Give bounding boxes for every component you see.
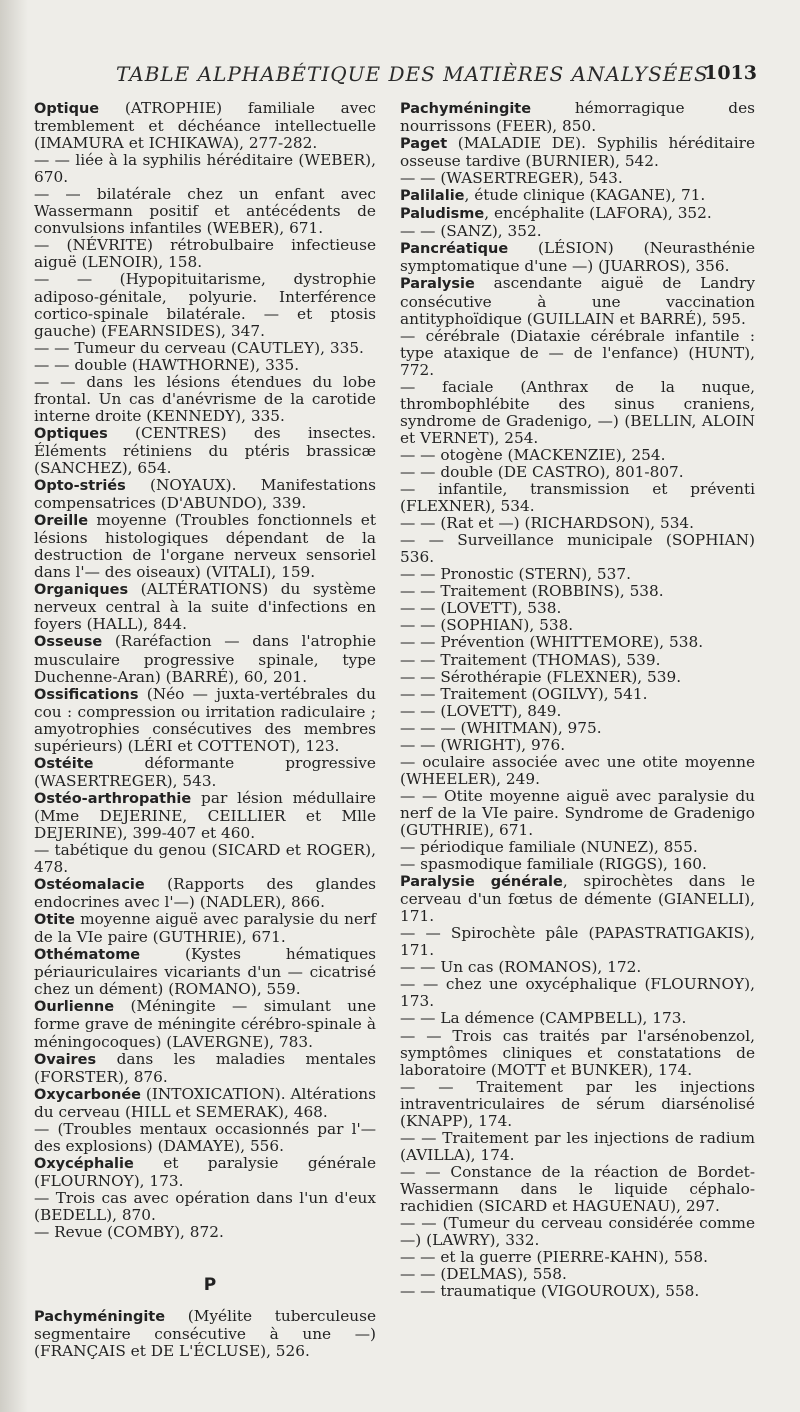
index-entry — [34, 755, 376, 790]
entry-headword: Optique — [34, 101, 100, 117]
entry-headword: Opto-striés — [34, 478, 126, 495]
entry-text: — — Pronostic (STERN), 537. — [400, 565, 631, 584]
index-entry — [34, 512, 376, 581]
entry-text: (CENTRES) des insectes. Éléments rétiniens du ptéris brassicæ (SANCHEZ), 654. — [34, 423, 376, 477]
index-entry — [400, 240, 755, 275]
left-entry-list — [34, 100, 376, 1241]
entry-text: — spasmodique familiale (RIGGS), 160. — [400, 855, 707, 874]
entry-text: — — (LOVETT), 849. — [400, 701, 562, 720]
index-entry — [400, 100, 755, 135]
entry-text: (ATROPHIE) familiale avec tremblement et déchéance intellectuelle (IMAMURA et ICHIKAWA), 277-282. — [34, 99, 376, 153]
entry-text: — — (WASERTREGER), 543. — [400, 169, 623, 188]
left-column — [34, 100, 376, 1360]
index-entry — [34, 876, 376, 911]
entry-text: par lésion médullaire (Mme DEJERINE, CEILLIER et Mlle DEJERINE), 399-407 et 460. — [34, 788, 376, 842]
index-entry — [400, 669, 755, 686]
page-number: 1013 — [704, 62, 757, 84]
index-entry — [400, 1079, 755, 1130]
index-entry — [400, 447, 755, 464]
entry-headword: Paralysie — [400, 276, 475, 293]
entry-headword: Ovaires — [34, 1051, 97, 1068]
index-entry — [34, 790, 376, 842]
index-entry — [400, 223, 755, 240]
entry-text: — périodique familiale (NUNEZ), 855. — [400, 838, 698, 857]
entry-text: , spirochètes dans le cerveau d'un fœtus de démente (GIANELLI), 171. — [400, 872, 755, 926]
index-entry — [400, 1164, 755, 1215]
entry-text: (INTOXICATION). Altérations du cerveau (HILL et SEMERAK), 468. — [34, 1084, 376, 1121]
entry-text: — (NÉVRITE) rétrobulbaire infectieuse aiguë (LENOIR), 158. — [34, 236, 376, 272]
index-entry — [34, 1086, 376, 1121]
entry-text: — — Trois cas traités par l'arsénobenzol, symptômes cliniques et constatations de laboratoire (MOTT et BUNKER), 174. — [400, 1026, 755, 1079]
entry-text: — — Prévention (WHITTEMORE), 538. — [400, 633, 704, 652]
entry-text: — — Un cas (ROMANOS), 172. — [400, 958, 642, 977]
entry-text: , étude clinique (KAGANE), 71. — [464, 186, 706, 205]
index-entry — [400, 170, 755, 187]
index-entry — [400, 1010, 755, 1027]
index-entry — [34, 340, 376, 357]
index-entry — [400, 515, 755, 532]
entry-headword: Pachyméningite — [400, 101, 532, 117]
index-entry — [400, 754, 755, 788]
entry-text: (NOYAUX). Manifestations compensatrices (D'ABUNDO), 339. — [34, 476, 376, 513]
index-entry — [400, 532, 755, 566]
entry-text: — — Surveillance municipale (SOPHIAN) 536. — [400, 531, 755, 567]
index-entry — [400, 976, 755, 1010]
index-entry — [400, 1283, 755, 1300]
index-entry — [400, 135, 755, 170]
index-entry — [34, 581, 376, 633]
entry-text: (Rapports des glandes endocrines avec l'—) (NADLER), 866. — [34, 875, 376, 912]
index-entry — [400, 328, 755, 379]
entry-text: — — Constance de la réaction de Bordet-Wassermann dans le liquide céphalo-rachidien (SICARD et HAGUENAU), 297. — [400, 1162, 755, 1215]
entry-text: — faciale (Anthrax de la nuque, thrombophlébite des sinus craniens, syndrome de Gradenigo, —) (BELLIN, ALOIN et VERNET), 254. — [400, 377, 755, 447]
index-entry — [34, 357, 376, 374]
entry-text: (ALTÉRATIONS) du système nerveux central à la suite d'infections en foyers (HALL), 844. — [34, 580, 376, 634]
entry-text: (Néo — juxta-vertébrales du cou : compression ou irritation radiculaire ; amyotrophies consécutives des membres supérieurs) (LÉRI et COTTENOT), 123. — [34, 684, 376, 755]
index-entry — [400, 737, 755, 754]
page-edge-shadow — [0, 0, 28, 1412]
index-entry — [400, 925, 755, 959]
entry-text: — — Traitement par les injections de radium (AVILLA), 174. — [400, 1128, 755, 1164]
entry-text: — — chez une oxycéphalique (FLOURNOY), 173. — [400, 975, 755, 1011]
entry-text: — infantile, transmission et préventi (FLEXNER), 534. — [400, 480, 755, 516]
entry-text: — oculaire associée avec une otite moyenne (WHEELER), 249. — [400, 752, 755, 788]
page-header — [100, 62, 755, 92]
entry-text: — — (DELMAS), 558. — [400, 1265, 567, 1284]
entry-text: — — traumatique (VIGOUROUX), 558. — [400, 1282, 700, 1301]
entry-headword: Ostéite — [34, 755, 94, 772]
entry-text: , encéphalite (LAFORA), 352. — [484, 204, 712, 223]
entry-text: — — (SOPHIAN), 538. — [400, 616, 574, 635]
entry-text: moyenne aiguë avec paralysie du nerf de la VIe paire (GUTHRIE), 671. — [34, 910, 376, 947]
index-entry — [400, 1028, 755, 1079]
index-entry — [400, 1266, 755, 1283]
entry-text: ascendante aiguë de Landry consécutive à une vaccination antityphoïdique (GUILLAIN et BARRÉ), 595. — [400, 274, 755, 328]
entry-headword: Ostéomalacie — [34, 877, 145, 894]
entry-text: — — (Hypopituitarisme, dystrophie adiposo-génitale, polyurie. Interférence cortico-spinale bilatérale. — et ptosis gauche) (FEARNSIDES), 347. — [34, 270, 376, 340]
index-entry — [34, 425, 376, 477]
section-letter: P — [203, 1275, 217, 1296]
entry-headword: Ossifications — [34, 686, 139, 703]
entry-headword: Pachyméningite — [34, 1309, 166, 1326]
entry-text: — — (SANZ), 352. — [400, 222, 542, 241]
index-entry — [34, 1190, 376, 1224]
entry-text: — — (WRIGHT), 976. — [400, 735, 566, 754]
entry-text: (Myélite tuberculeuse segmentaire consécutive à une —) (FRANÇAIS et DE L'ÉCLUSE), 526. — [34, 1307, 376, 1361]
entry-headword: Paludisme — [400, 206, 485, 223]
index-entry — [34, 374, 376, 425]
entry-text: — — (LOVETT), 538. — [400, 599, 562, 618]
entry-text: déformante progressive (WASERTREGER), 543. — [34, 753, 376, 790]
index-entry — [34, 271, 376, 339]
entry-headword: Ostéo-arthropathie — [34, 790, 192, 807]
entry-text: hémorragique des nourrissons (FEER), 850. — [400, 99, 755, 136]
entry-text: — — liée à la syphilis héréditaire (WEBER), 670. — [34, 151, 376, 187]
entry-text: — — double (DE CASTRO), 801-807. — [400, 462, 684, 481]
entry-text: — — Spirochète pâle (PAPASTRATIGAKIS), 171. — [400, 924, 755, 960]
index-entry — [400, 686, 755, 703]
entry-text: — — Traitement (ROBBINS), 538. — [400, 582, 664, 601]
index-entry — [34, 842, 376, 876]
index-entry — [34, 477, 376, 512]
entry-headword: Palilalie — [400, 188, 465, 205]
index-entry — [400, 856, 755, 873]
entry-text: — — Traitement (OGILVY), 541. — [400, 684, 648, 703]
index-entry — [400, 1249, 755, 1266]
entry-text: — — (Rat et —) (RICHARDSON), 534. — [400, 514, 695, 533]
entry-text: — Revue (COMBY), 872. — [34, 1223, 224, 1242]
index-entry — [400, 788, 755, 839]
entry-text: — tabétique du genou (SICARD et ROGER), 478. — [34, 841, 376, 877]
index-entry — [34, 1051, 376, 1086]
entry-text: — — Traitement par les injections intraventriculaires de sérum diarsénolisé (KNAPP), 174. — [400, 1077, 755, 1130]
index-entry — [34, 911, 376, 946]
index-entry — [34, 1155, 376, 1190]
entry-text: — — — (WHITMAN), 975. — [400, 718, 602, 737]
entry-text: — Trois cas avec opération dans l'un d'eux (BEDELL), 870. — [34, 1188, 376, 1224]
entry-text: — — Otite moyenne aiguë avec paralysie du nerf de la VIe paire. Syndrome de Gradenigo (GUTHRIE), 671. — [400, 786, 755, 839]
entry-text: (Raréfaction — dans l'atrophie musculaire progressive spinale, type Duchenne-Aran) (BARRÉ), 60, 201. — [34, 632, 376, 686]
index-entry — [400, 583, 755, 600]
entry-headword: Pancréatique — [400, 241, 509, 258]
index-entry — [400, 1130, 755, 1164]
index-entry — [400, 720, 755, 737]
entry-text: (Méningite — simulant une forme grave de méningite cérébro-spinale à méningocoques) (LAVERGNE), 783. — [34, 997, 376, 1051]
index-entry — [400, 652, 755, 669]
entry-headword: Othématome — [34, 947, 141, 964]
entry-text: — — Sérothérapie (FLEXNER), 539. — [400, 667, 682, 686]
index-entry — [34, 633, 376, 685]
index-entry — [400, 600, 755, 617]
index-entry — [400, 839, 755, 856]
entry-text: moyenne (Troubles fonctionnels et lésions histologiques dépendant de la destruction de l'organe nerveux sensoriel dans l'— des oiseaux) (VITALI), 159. — [34, 511, 376, 582]
entry-text: — — dans les lésions étendues du lobe frontal. Un cas d'anévrisme de la carotide interne droite (KENNEDY), 335. — [34, 372, 376, 425]
index-entry — [34, 998, 376, 1050]
entry-text: (MALADIE DE). Syphilis héréditaire osseuse tardive (BURNIER), 542. — [400, 134, 755, 171]
entry-headword: Ourlienne — [34, 999, 115, 1016]
right-column — [400, 100, 755, 1300]
index-entry — [34, 100, 376, 152]
index-entry — [34, 237, 376, 271]
entry-headword: Otite — [34, 912, 75, 929]
index-entry — [400, 959, 755, 976]
index-entry — [400, 617, 755, 634]
running-title: TABLE ALPHABÉTIQUE DES MATIÈRES ANALYSÉES — [116, 62, 709, 86]
index-entry — [400, 379, 755, 447]
entry-headword: Oxycéphalie — [34, 1155, 134, 1172]
index-entry — [400, 205, 755, 223]
entry-text: — — et la guerre (PIERRE-KAHN), 558. — [400, 1248, 708, 1267]
entry-text: — — Tumeur du cerveau (CAUTLEY), 335. — [34, 338, 364, 357]
index-entry — [34, 1308, 376, 1360]
index-entry — [34, 946, 376, 998]
entry-headword: Paralysie générale — [400, 874, 563, 891]
index-entry — [400, 187, 755, 205]
left-entry-list-after — [34, 1308, 376, 1360]
index-entry — [34, 152, 376, 186]
index-entry — [400, 1215, 755, 1249]
entry-headword: Oxycarbonée — [34, 1086, 141, 1103]
entry-text: — — (Tumeur du cerveau considérée comme —) (LAWRY), 332. — [400, 1214, 755, 1250]
index-entry — [34, 686, 376, 755]
entry-text: et paralysie générale (FLOURNOY), 173. — [34, 1153, 376, 1190]
index-entry — [400, 481, 755, 515]
right-entry-list — [400, 100, 755, 1300]
entry-text: — — otogène (MACKENZIE), 254. — [400, 445, 666, 464]
index-entry — [400, 464, 755, 481]
entry-text: dans les maladies mentales (FORSTER), 876. — [34, 1049, 376, 1086]
index-entry — [400, 275, 755, 327]
entry-text: — — double (HAWTHORNE), 335. — [34, 355, 300, 374]
entry-text: — — La démence (CAMPBELL), 173. — [400, 1009, 687, 1028]
entry-text: — cérébrale (Diataxie cérébrale infantile : type ataxique de — de l'enfance) (HUNT), 772. — [400, 326, 755, 379]
index-entry — [400, 566, 755, 583]
entry-headword: Organiques — [34, 582, 129, 599]
entry-text: (LÉSION) (Neurasthénie symptomatique d'une —) (JUARROS), 356. — [400, 239, 755, 276]
index-entry — [34, 186, 376, 237]
index-entry — [34, 1121, 376, 1155]
entry-headword: Oreille — [34, 513, 89, 530]
entry-headword: Osseuse — [34, 634, 103, 651]
entry-text: (Kystes hématiques périauriculaires vicariants d'un — cicatrisé chez un dément) (ROMANO), 559. — [34, 945, 376, 999]
entry-text: — — Traitement (THOMAS), 539. — [400, 650, 661, 669]
index-entry — [400, 873, 755, 925]
index-entry — [34, 1224, 376, 1241]
index-entry — [400, 703, 755, 720]
index-entry — [400, 634, 755, 651]
entry-headword: Paget — [400, 136, 448, 153]
entry-text: — (Troubles mentaux occasionnés par l'— des explosions) (DAMAYE), 556. — [34, 1119, 376, 1155]
entry-text: — — bilatérale chez un enfant avec Wassermann positif et antécédents de convulsions infantiles (WEBER), 671. — [34, 185, 376, 238]
entry-headword: Optiques — [34, 425, 108, 442]
